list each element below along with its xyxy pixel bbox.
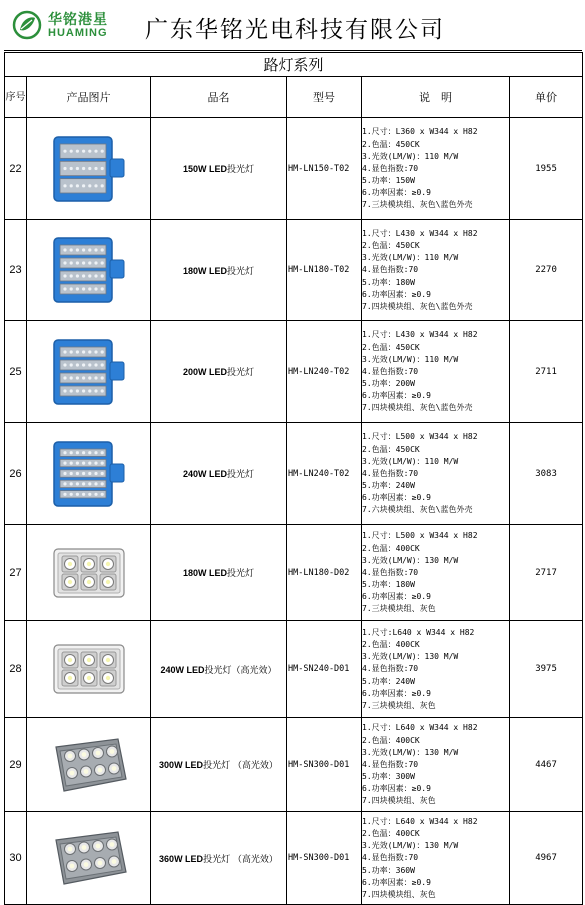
spec-line: 5.功率：240W [362,676,415,686]
spec-line: 6.功率因素：≥0.9 [362,493,431,503]
product-price: 2270 [510,220,583,321]
product-name [151,718,287,812]
spec-line: 4.显色指数:70 [362,853,419,863]
product-model: HM-SN240-D01 [287,621,362,718]
spec-line: 7.三块模块组、灰色 [362,604,436,614]
spec-line: 3.光效(LM/W)：130 M/W [362,555,459,565]
col-header-name: 品名 [151,77,287,118]
product-name-power: 240W LED [182,469,227,479]
product-price: 3975 [510,621,583,718]
page-header [0,0,585,52]
product-name [151,812,287,905]
spec-line: 2.色温：400CK [362,829,420,839]
row-index: 28 [5,621,27,718]
row-index: 29 [5,718,27,812]
row-index: 22 [5,118,27,220]
product-name-type: 投光灯（高光效） [204,665,277,676]
product-image-cell [27,220,151,321]
product-image-blue-4-module-floodlight [46,234,132,306]
product-specs [362,423,510,525]
table-row [5,321,583,423]
row-index: 23 [5,220,27,321]
table-row [5,525,583,621]
spec-line: 3.光效(LM/W)：110 M/W [362,151,459,161]
product-image-blue-4-module-floodlight [46,336,132,408]
product-price: 1955 [510,118,583,220]
product-image-cell [27,321,151,423]
logo-leaf-icon [12,10,42,40]
product-name-type: 投光灯 [227,266,255,277]
col-header-model: 型号 [287,77,362,118]
spec-line: 2.色温：450CK [362,241,420,251]
product-name-power: 150W LED [182,164,227,174]
spec-line: 6.功率因素：≥0.9 [362,188,431,198]
product-specs [362,118,510,220]
spec-line: 2.色温：450CK [362,342,420,352]
spec-line: 5.功率：180W [362,580,415,590]
product-name-type: 投光灯 [227,368,255,378]
product-image-blue-3-module-floodlight [46,133,132,205]
spec-line: 3.光效(LM/W)：130 M/W [362,652,459,662]
spec-line: 1.尺寸：L500 x W344 x H82 [362,432,478,442]
product-model: HM-LN240-T02 [287,423,362,525]
spec-line: 5.功率：180W [362,277,415,287]
product-image-blue-5-module-floodlight [46,438,132,510]
spec-line: 7.四块模块组、灰色 [362,889,436,899]
spec-line: 6.功率因素：≥0.9 [362,391,431,401]
row-index: 26 [5,423,27,525]
spec-line: 5.功率：150W [362,176,415,186]
spec-line: 3.光效(LM/W)：110 M/W [362,456,459,466]
spec-line: 7.六块模块组、灰色\蓝色外壳 [362,505,473,515]
product-name-type: 投光灯 [227,470,255,480]
spec-line: 1.尺寸：L360 x W344 x H82 [362,127,478,137]
product-name [151,220,287,321]
spec-line: 4.显色指数:70 [362,163,419,173]
price-table [4,52,583,905]
row-index: 27 [5,525,27,621]
header-divider [4,50,582,51]
product-price: 3083 [510,423,583,525]
table-row [5,118,583,220]
spec-line: 3.光效(LM/W)：130 M/W [362,841,459,851]
spec-line: 1.尺寸：L430 x W344 x H82 [362,228,478,238]
spec-line: 2.色温：400CK [362,640,420,650]
spec-line: 6.功率因素：≥0.9 [362,592,431,602]
table-row [5,812,583,905]
logo-chinese-text: 华铭港星 [48,12,108,28]
product-name [151,321,287,423]
product-specs [362,621,510,718]
product-image-cell [27,423,151,525]
spec-line: 5.功率：360W [362,865,415,875]
spec-line: 7.四块模块组、灰色\蓝色外壳 [362,301,473,311]
col-header-price: 单价 [510,77,583,118]
spec-line: 6.功率因素：≥0.9 [362,688,431,698]
spec-line: 6.功率因素：≥0.9 [362,784,431,794]
product-specs [362,220,510,321]
spec-line: 1.尺寸：L640 x W344 x H82 [362,723,478,733]
product-image-cell [27,812,151,905]
logo-english-text: HUAMING [48,27,108,39]
spec-line: 4.显色指数:70 [362,759,419,769]
product-name-power: 360W LED [159,853,204,864]
spec-line: 4.显色指数:70 [362,468,419,478]
spec-line: 1.尺寸：L500 x W344 x H82 [362,531,478,541]
product-image-cell [27,718,151,812]
product-name-type: 投光灯 （高光效） [203,761,278,771]
product-specs [362,525,510,621]
product-price: 2711 [510,321,583,423]
spec-line: 2.色温：400CK [362,735,420,745]
spec-line: 7.四块模块组、灰色\蓝色外壳 [362,403,473,413]
product-model: HM-LN180-T02 [287,220,362,321]
row-index: 30 [5,812,27,905]
table-row [5,423,583,525]
table-row [5,621,583,718]
product-name-power: 180W LED [182,568,227,578]
product-name [151,423,287,525]
product-name-power: 240W LED [160,664,205,675]
product-image-grey-4x2-lens-floodlight [46,729,132,801]
spec-line: 6.功率因素：≥0.9 [362,289,431,299]
spec-line: 5.功率：200W [362,379,415,389]
col-header-description: 说 明 [362,77,510,118]
product-model: HM-SN300-D01 [287,718,362,812]
product-specs [362,321,510,423]
product-name-power: 300W LED [159,760,204,770]
product-specs [362,812,510,905]
spec-line: 3.光效(LM/W)：130 M/W [362,747,459,757]
product-image-grey-4x2-lens-floodlight [46,822,132,894]
row-index: 25 [5,321,27,423]
spec-line: 4.显色指数:70 [362,265,419,275]
product-price: 4967 [510,812,583,905]
product-name-power: 180W LED [182,265,227,276]
spec-line: 5.功率：300W [362,772,415,782]
product-name-type: 投光灯 （高光效） [203,854,278,865]
spec-line: 1.尺寸：L640 x W344 x H82 [362,816,478,826]
product-name [151,525,287,621]
spec-line: 3.光效(LM/W)：110 M/W [362,354,459,364]
spec-line: 6.功率因素：≥0.9 [362,877,431,887]
spec-line: 7.四块模块组、灰色 [362,796,436,806]
spec-line: 7.三块模块组、灰色 [362,700,436,710]
product-name-type: 投光灯 [227,165,255,175]
company-name: 广东华铭光电科技有限公司 [145,17,445,43]
spec-line: 4.显色指数:70 [362,366,419,376]
col-header-index: 序号 [5,77,27,118]
product-image-cell [27,118,151,220]
spec-line: 5.功率：240W [362,481,415,491]
product-model: HM-LN240-T02 [287,321,362,423]
series-title: 路灯系列 [5,53,583,77]
spec-line: 2.色温：450CK [362,444,420,454]
product-price: 2717 [510,525,583,621]
spec-line: 1.尺寸：L430 x W344 x H82 [362,330,478,340]
spec-line: 2.色温：400CK [362,543,420,553]
spec-line: 1.尺寸:L640 x W344 x H82 [362,627,475,637]
product-name [151,621,287,718]
product-name-type: 投光灯 [227,569,255,579]
product-model: HM-LN180-D02 [287,525,362,621]
table-row [5,220,583,321]
product-image-white-3x2-lens-floodlight [46,537,132,609]
spec-line: 3.光效(LM/W)：110 M/W [362,253,459,263]
col-header-image: 产品图片 [27,77,151,118]
product-image-cell [27,525,151,621]
product-specs [362,718,510,812]
product-image-white-3x2-lens-floodlight [46,633,132,705]
product-price: 4467 [510,718,583,812]
product-image-cell [27,621,151,718]
spec-line: 4.显色指数:70 [362,664,419,674]
product-model: HM-LN150-T02 [287,118,362,220]
spec-line: 4.显色指数:70 [362,567,419,577]
product-name-power: 200W LED [182,367,227,377]
company-logo [12,8,116,44]
product-name [151,118,287,220]
product-model: HM-SN300-D01 [287,812,362,905]
spec-line: 7.三块模块组、灰色\蓝色外壳 [362,200,473,210]
spec-line: 2.色温：450CK [362,139,420,149]
table-row [5,718,583,812]
